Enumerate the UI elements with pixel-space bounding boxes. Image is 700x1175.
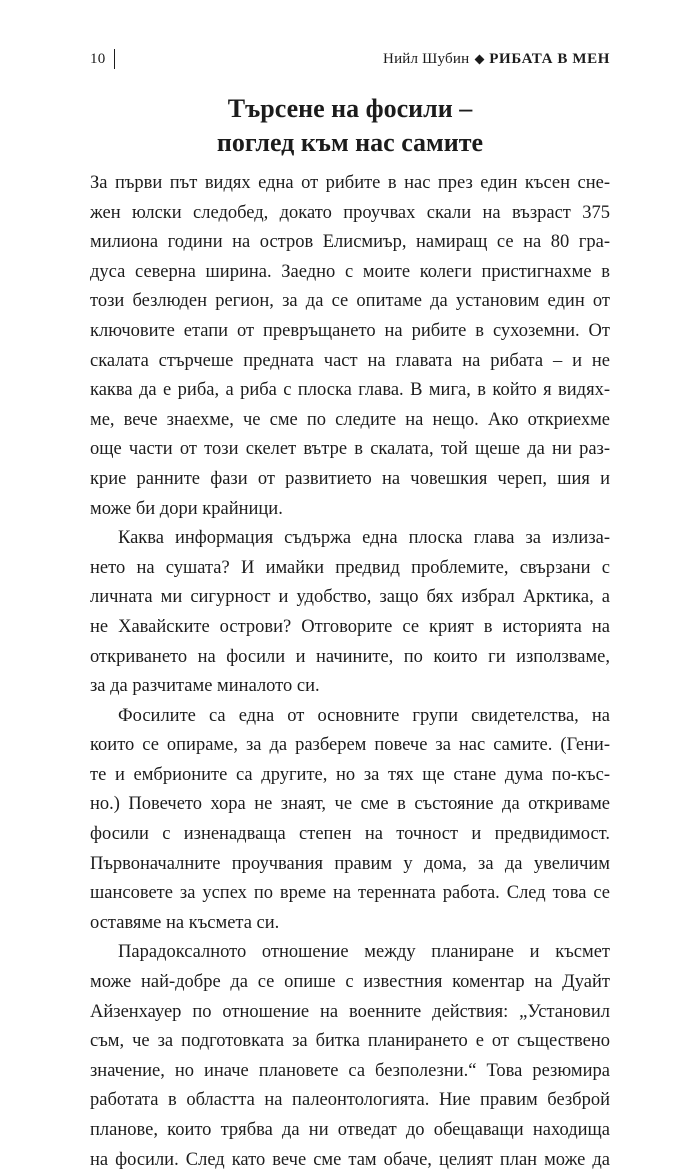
text-line: ме, вече знаехме, че сме по следите на нещо. Ако откриехме: [90, 409, 610, 430]
text-line: Айзенхауер по отношение на военните действия: „Установил: [90, 1001, 610, 1022]
chapter-title-line-1: Търсене на фосили –: [227, 94, 473, 123]
text-line: нето на сушата? И имайки предвид проблемите, свързани с: [90, 557, 610, 578]
text-line: жен юлски следобед, докато проучвах скали на възраст 375: [90, 202, 610, 223]
running-header: [90, 48, 610, 70]
text-line: може най-добре да се опише с известния коментар на Дуайт: [90, 972, 610, 993]
text-line: които се опираме, за да разберем повече за нас самите. (Гени-: [90, 735, 610, 756]
folio: [90, 49, 115, 69]
text-line: ключовите етапи от превръщането на рибите в сухоземни. От: [90, 320, 610, 341]
text-line: шансовете за успех по време на теренната работа. След това се: [90, 883, 610, 904]
chapter-title: [90, 92, 610, 160]
book-title: РИБАТА В МЕН: [489, 50, 610, 67]
text-line: дуса северна ширина. Заедно с моите колеги пристигнахме в: [90, 261, 610, 282]
text-line: Фосилите са една от основните групи свидетелства, на: [118, 705, 610, 726]
text-line: фосили с изненадваща степен на точност и предвидимост.: [90, 824, 610, 845]
text-line: не Хавайските острови? Отговорите се крият в историята на: [90, 616, 610, 637]
text-line: За първи път видях една от рибите в нас през един късен сне-: [90, 173, 610, 193]
text-line: Парадоксалното отношение между планиране и късмет: [118, 942, 610, 963]
text-line: този безлюден регион, за да се опитаме да установим един от: [90, 291, 610, 312]
text-line: планове, които трябва да ни отведат до обещаващи находища: [90, 1120, 610, 1140]
header-author-title: [383, 51, 610, 68]
text-line: значение, но иначе плановете са безполезни.“ Това резюмира: [90, 1060, 610, 1081]
text-line: каква да е риба, а риба с плоска глава. В мига, в който я видях-: [90, 380, 610, 401]
text-line: но.) Повечето хора не знаят, че сме в състояние да откриваме: [90, 794, 610, 815]
author-name: Нийл Шубин: [383, 50, 470, 67]
text-line: Каква информация съдържа една плоска глава за излиза-: [118, 528, 610, 549]
text-line: може би дори крайници.: [90, 498, 283, 519]
text-line: работата в областта на палеонтологията. Ние правим безброй: [90, 1090, 610, 1111]
body-text: [90, 169, 610, 1175]
diamond-ornament-icon: [475, 54, 485, 64]
text-line: те и ембрионите са другите, но за тях ще стане дума по-къс-: [90, 764, 610, 785]
text-line: Първоначалните проучвания правим у дома, за да увеличим: [90, 853, 610, 874]
text-line: на фосили. След като вече сме там обаче, целият план може да: [90, 1149, 610, 1170]
text-line: крие ранните фази от развитието на човешкия череп, шия и: [90, 468, 610, 489]
page-number: 10: [90, 50, 106, 67]
text-line: милиона години на остров Елисмиър, намиращ се на 80 гра-: [90, 232, 610, 253]
chapter-title-line-2: поглед към нас самите: [216, 128, 484, 157]
text-line: оставяме на късмета си.: [90, 912, 280, 933]
text-line: личната ми сигурност и удобство, защо бях избрал Арктика, а: [90, 587, 610, 608]
text-line: съм, че за подготовката за битка планирането е от съществено: [90, 1031, 610, 1052]
text-line: още части от този скелет вътре в скалата, той щеше да ни раз-: [90, 439, 610, 460]
text-line: скалата стърчеше предната част на главата на рибата – и не: [90, 350, 610, 371]
text-line: за да разчитаме миналото си.: [90, 676, 320, 697]
text-line: откриването на фосили и начините, по които ги използваме,: [90, 646, 610, 667]
folio-divider: [114, 49, 115, 69]
